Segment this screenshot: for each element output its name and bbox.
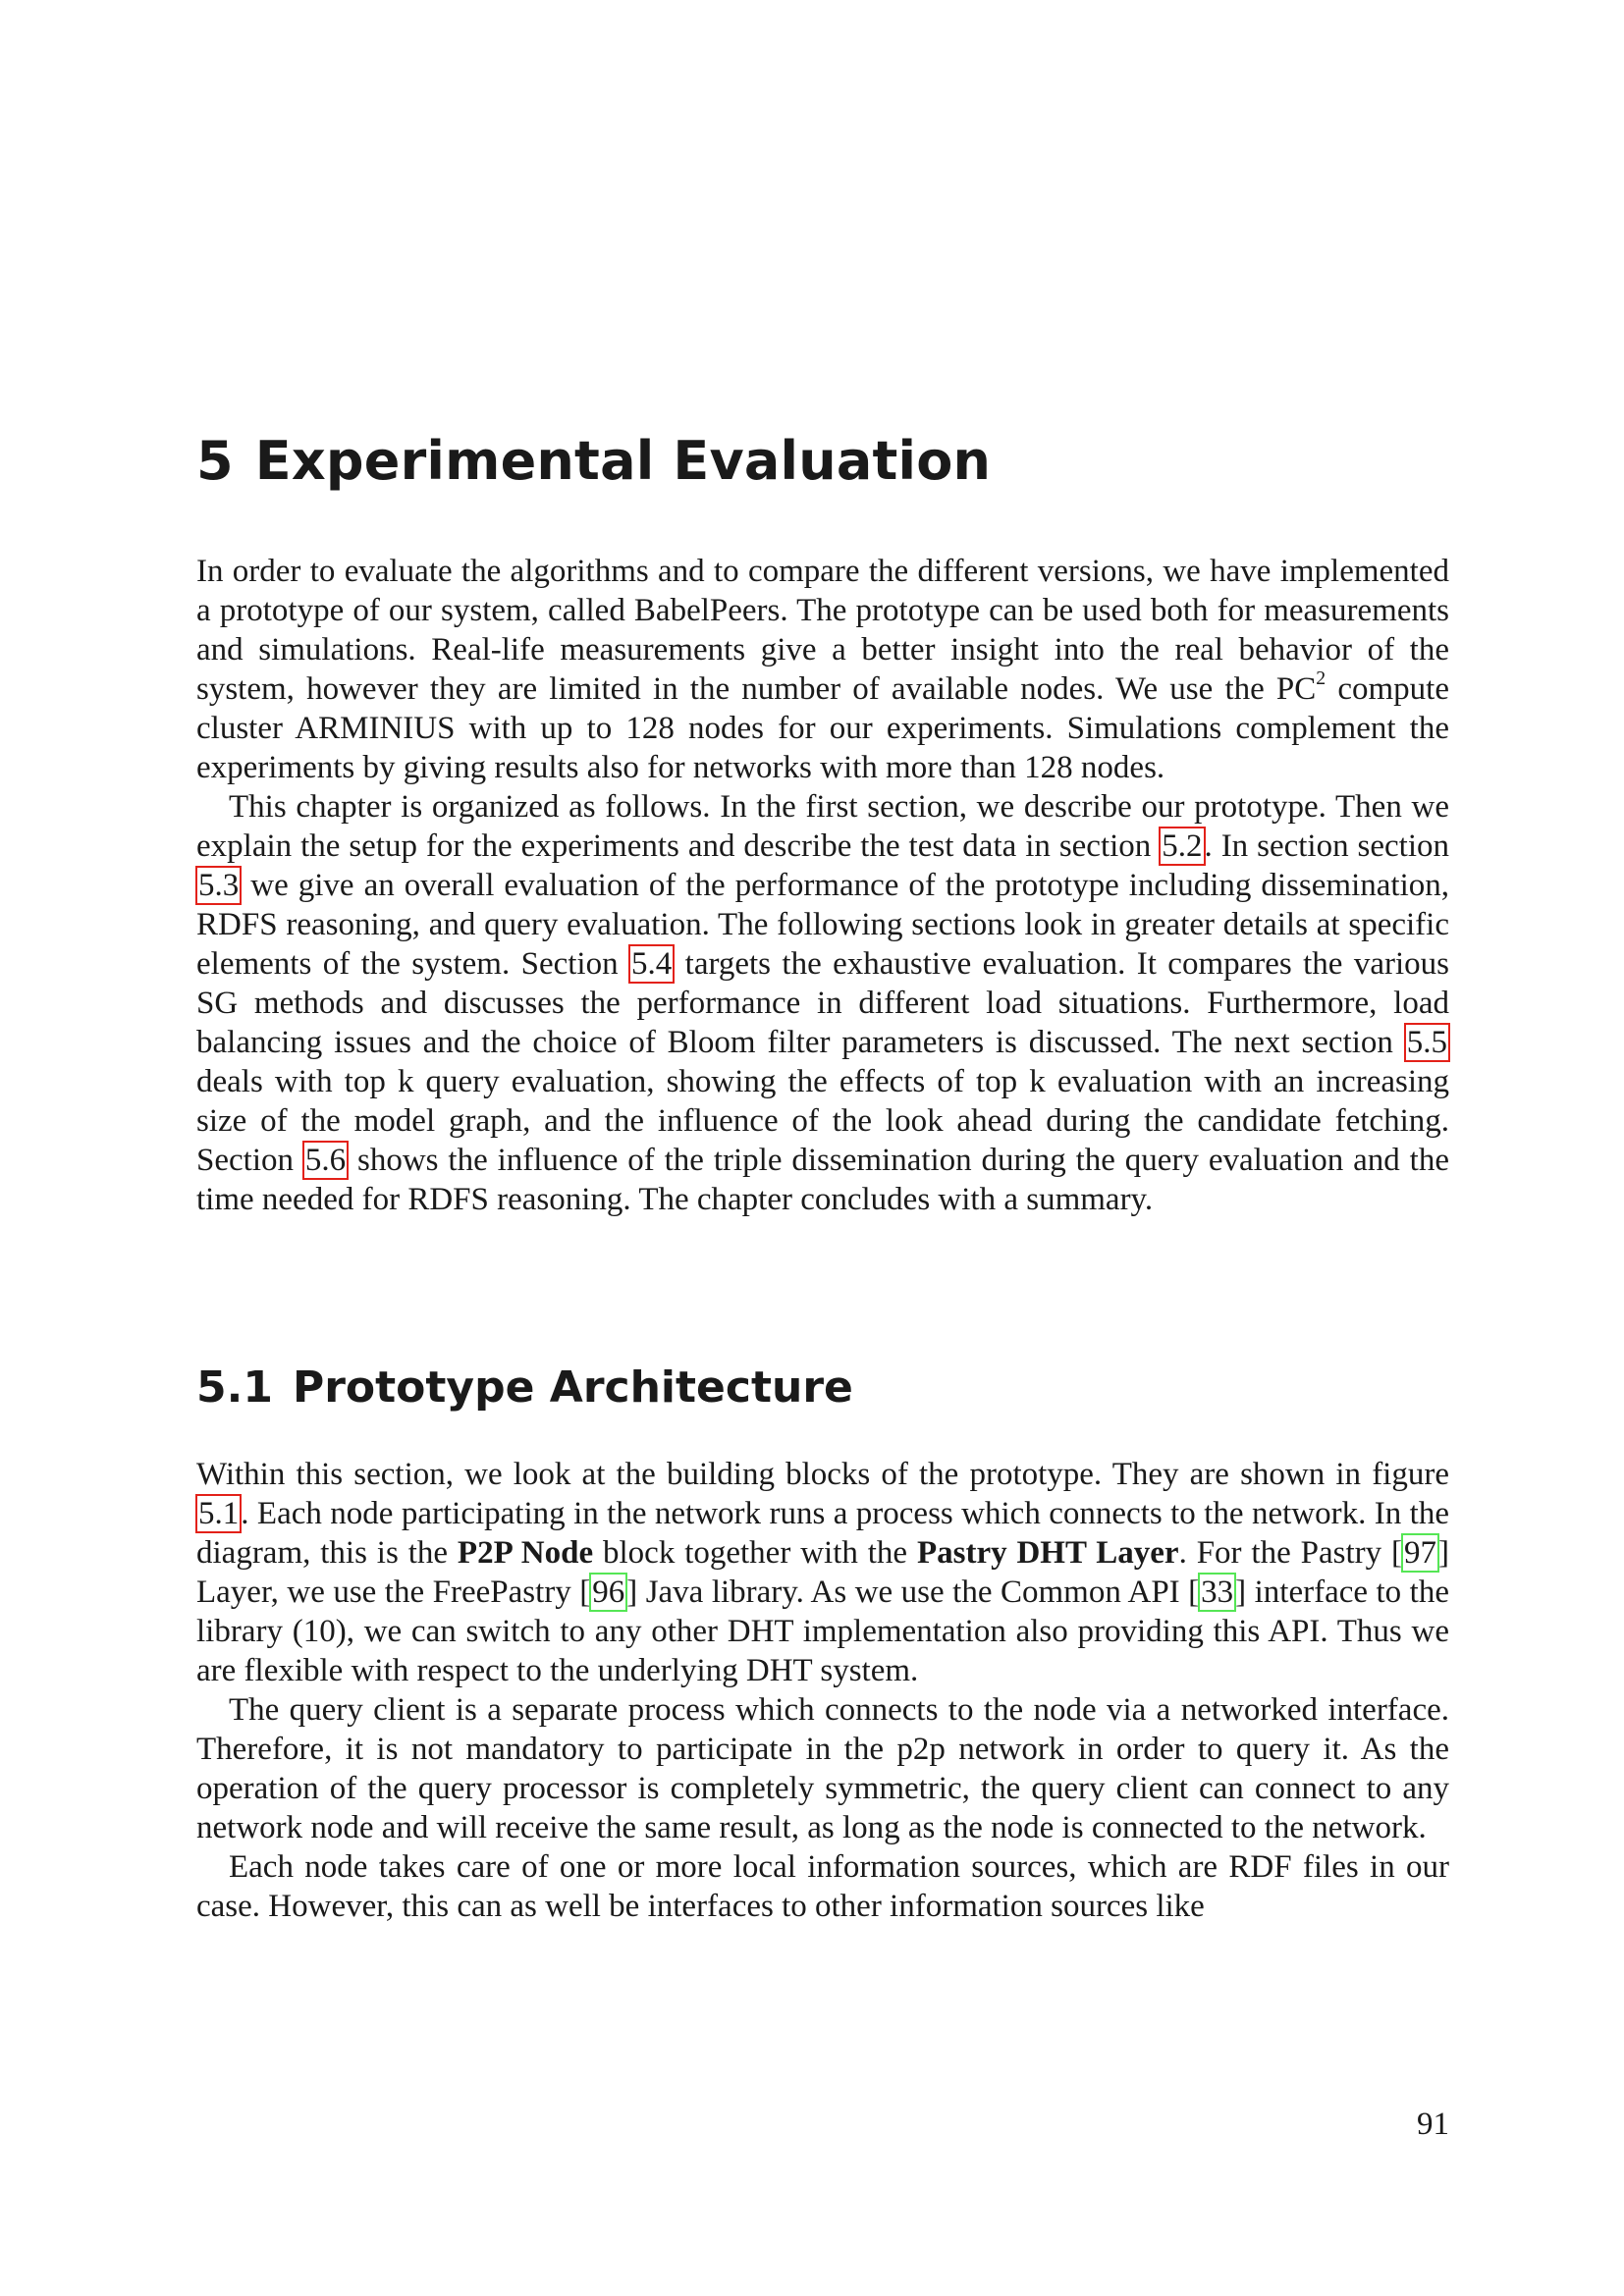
citation-link-33[interactable]: 33 <box>1198 1573 1236 1612</box>
text-run: This chapter is organized as follows. In the first section, we describe our prototype. Then we explain the setup for the experiments and describe the test data in section <box>196 789 1449 864</box>
section-ref-link-5-3[interactable]: 5.3 <box>195 866 242 905</box>
text-run: ] Java library. As we use the Common API [ <box>626 1575 1200 1610</box>
text-run: compute cluster ARMINIUS with up to 128 nodes for our experiments. Simulations complement the experiments by giving results also for networks with more than 128 nodes. <box>196 671 1449 785</box>
text-run: . For the Pastry [ <box>1178 1535 1402 1571</box>
section-ref-link-5-4[interactable]: 5.4 <box>628 944 675 984</box>
text-run: targets the exhaustive evaluation. It compares the various SG methods and discusses the performance in different load situations. Furthermore, load balancing issues and the choice of Bloom filter parameters is discussed. The next section <box>196 946 1450 1060</box>
text-run: ] Layer, we use the FreePastry [ <box>196 1535 1449 1610</box>
section-title-text: Prototype Architecture <box>292 1362 853 1413</box>
section-paragraph-3: Each node takes care of one or more local information sources, which are RDF files in our case. However, this can as well be interfaces to other information sources like <box>196 1849 1449 1924</box>
citation-link-96[interactable]: 96 <box>589 1573 627 1612</box>
text-run: . Each node participating in the network runs a process which connects to the network. In the diagram, this is the <box>196 1496 1449 1571</box>
citation-link-97[interactable]: 97 <box>1401 1533 1439 1573</box>
text-run: In order to evaluate the algorithms and to compare the different versions, we have implemented a prototype of our system, called BabelPeers. The prototype can be used both for measurements and simulations. Real-life measurements give a better insight into the real behavior of the system, however they are limited in the number of available nodes. We use the PC <box>196 554 1449 707</box>
text-run: block together with the <box>593 1535 917 1571</box>
text-run: we give an overall evaluation of the performance of the prototype including dissemination, RDFS reasoning, and query evaluation. The following sections look in greater details at specific elements of the system. Section <box>196 868 1449 982</box>
section-paragraph-2: The query client is a separate process which connects to the node via a networked interface. Therefore, it is not mandatory to participate in the p2p network in order to query it. As the operation of the query processor is completely symmetric, the query client can connect to any network node and will receive the same result, as long as the node is connected to the network. <box>196 1692 1449 1845</box>
section-body <box>196 1455 1449 1926</box>
text-run: Within this section, we look at the building blocks of the prototype. They are shown in figure <box>196 1457 1449 1492</box>
intro-paragraph-2 <box>196 787 1449 1219</box>
chapter-intro <box>196 552 1449 1219</box>
intro-paragraph-1 <box>196 552 1449 787</box>
section-ref-link-5-2[interactable]: 5.2 <box>1159 827 1205 866</box>
text-run: deals with top k query evaluation, showing the effects of top k evaluation with an increasing size of the model graph, and the influence of the look ahead during the candidate fetching. Section <box>196 1064 1449 1178</box>
chapter-title-text: Experimental Evaluation <box>254 430 992 492</box>
section-paragraph-1 <box>196 1455 1449 1690</box>
section-number: 5.1 <box>196 1362 273 1413</box>
section-title <box>196 1362 853 1414</box>
page-number: 91 <box>1417 2107 1449 2142</box>
section-ref-link-5-5[interactable]: 5.5 <box>1404 1023 1450 1062</box>
bold-term-p2p-node: P2P Node <box>457 1535 594 1571</box>
text-run: shows the influence of the triple dissemination during the query evaluation and the time needed for RDFS reasoning. The chapter concludes with a summary. <box>196 1143 1449 1217</box>
text-run: ] interface to the library (10), we can switch to any other DHT implementation also providing this API. Thus we are flexible with respect to the underlying DHT system. <box>196 1575 1449 1688</box>
superscript: 2 <box>1316 667 1326 690</box>
chapter-title <box>196 430 991 493</box>
figure-ref-link-5-1[interactable]: 5.1 <box>195 1494 242 1533</box>
text-run: . In section section <box>1204 828 1450 864</box>
chapter-number: 5 <box>196 430 234 492</box>
bold-term-pastry-dht-layer: Pastry DHT Layer <box>916 1535 1179 1571</box>
section-ref-link-5-6[interactable]: 5.6 <box>302 1141 349 1180</box>
